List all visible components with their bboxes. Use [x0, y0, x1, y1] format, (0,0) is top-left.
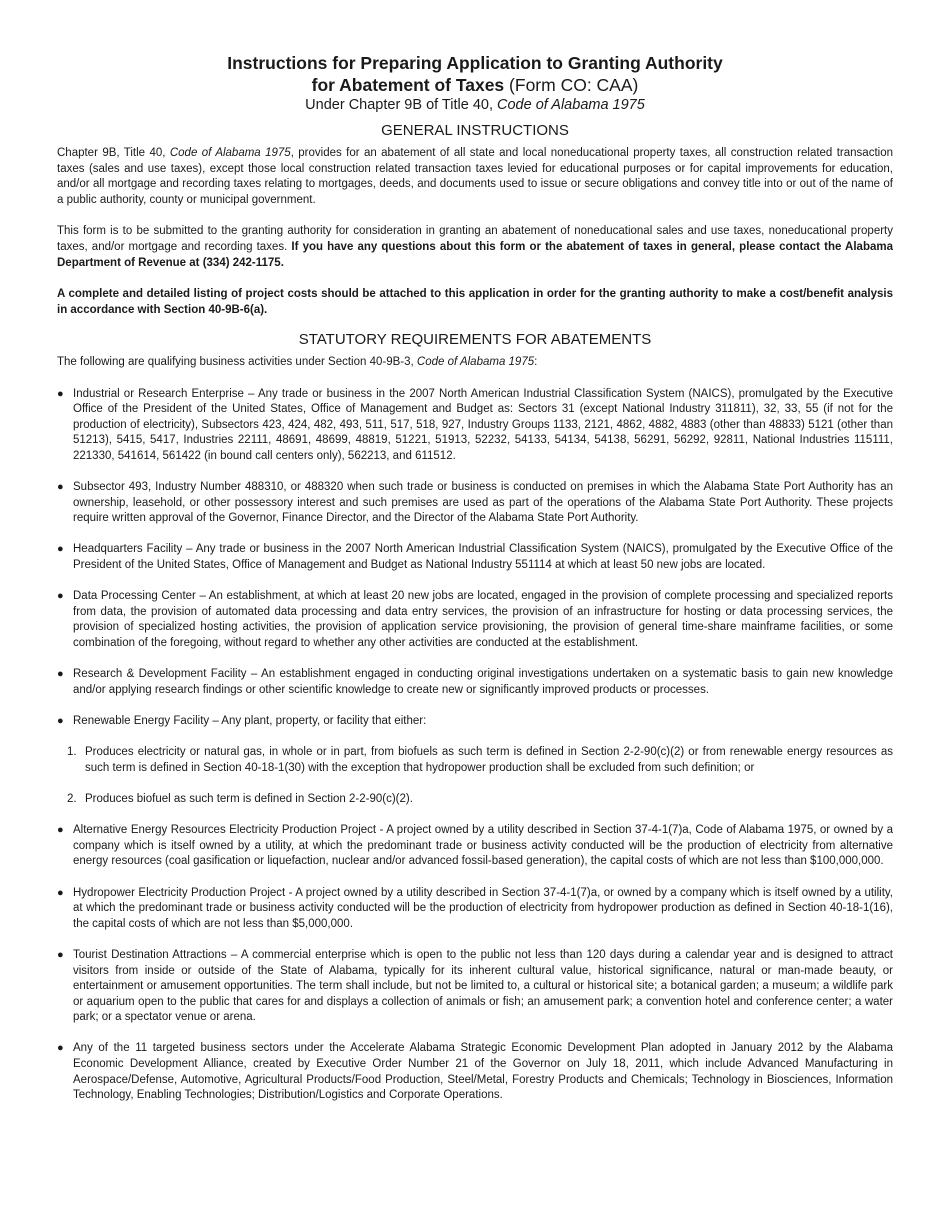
bullet-icon: ●	[57, 668, 64, 681]
p1-post: , provides for an abatement of all state and local noneducational property taxes, all construction related transaction taxes (sales and use taxes), except those local construction related transaction taxes levied for educational purposes or for capital improvements for education, and/or all mortgage and recording taxes relating to mortgages, deeds, and documents used to issue or secure obligations and convey title into or out of the name of a public authority, county or municipal government.	[57, 147, 893, 206]
list-item	[57, 823, 893, 870]
bullet-icon: ●	[57, 715, 64, 727]
bullet-icon: ●	[57, 824, 64, 837]
qualifying-activities-list	[57, 387, 893, 730]
list-item	[57, 589, 893, 651]
title-line-2	[57, 74, 893, 96]
list-item-text: Headquarters Facility – Any trade or business in the 2007 North American Industrial Classification System (NAICS), promulgated by the Executive Office of the President of the United States, Office of Management and Budget as National Industry 551114 at which at least 50 new jobs are located.	[73, 543, 893, 572]
list-item-text: Subsector 493, Industry Number 488310, or 488320 when such trade or business is conducted on premises in which the Alabama State Port Authority has an ownership, leasehold, or other possessory interest and such premises are used as part of the operations of the Alabama State Port Authority. These projects require written approval of the Governor, Finance Director, and the Director of the Alabama State Port Authority.	[73, 481, 893, 525]
bullet-icon: ●	[57, 387, 64, 400]
p1-pre: Chapter 9B, Title 40,	[57, 147, 166, 159]
list-item	[57, 1041, 893, 1103]
bullet-icon: ●	[57, 590, 64, 603]
list-item-text: Data Processing Center – An establishment, at which at least 20 new jobs are located, engaged in the provision of complete processing and specialized reports from data, the provision of automated data processing and data entry services, the provision of an infrastructure for hosting or data processing services, the provision of specialized hosting activities, the provision of application service provisioning, the provision of general time-share mainframe facilities, or some combination of the foregoing, without regard to whether any other activities are conducted at the establishment.	[73, 590, 893, 650]
title-line-2-bold: for Abatement of Taxes	[311, 75, 505, 95]
subtitle-code-reference: Code of Alabama 1975	[497, 97, 645, 113]
qualifying-activities-list-continued	[57, 823, 893, 1104]
form-code: (Form CO: CAA)	[509, 75, 639, 95]
bullet-icon: ●	[57, 948, 64, 961]
list-item-text: Alternative Energy Resources Electricity Production Project - A project owned by a utility described in Section 37-4-1(7)a, Code of Alabama 1975, or owned by a company which is itself owned by a utility, at which the predominant trade or business activity conducted will be the production of electricity from alternative energy resources (coal gasification or liquefaction, nuclear and/or advanced fossil-based generation), the capital costs of which are not less than $100,000,000.	[73, 824, 893, 868]
list-item	[57, 886, 893, 933]
bullet-icon: ●	[57, 481, 64, 494]
list-item	[57, 542, 893, 573]
p2-plain: This form is to be submitted to the granting authority for consideration in granting an abatement of noneducational sales and use taxes, noneducational property taxes, and/or mortgage and recording taxes.	[57, 225, 893, 253]
bullet-icon: ●	[57, 886, 64, 899]
list-item	[57, 667, 893, 698]
numbered-item-text: Produces electricity or natural gas, in whole or in part, from biofuels as such term is defined in Section 2-2-90(c)(2) or from renewable energy resources as such term is defined in Section 40-18-1(30) with the exception that hydropower production shall be excluded from such definition; or	[85, 746, 893, 774]
list-item	[57, 714, 893, 730]
list-item	[57, 387, 893, 465]
statutory-heading: STATUTORY REQUIREMENTS FOR ABATEMENTS	[298, 331, 652, 349]
numbered-item	[57, 745, 893, 776]
statutory-intro	[57, 355, 893, 371]
general-paragraph-2	[57, 224, 893, 271]
title-line-1: Instructions for Preparing Application to Granting Authority	[227, 53, 723, 73]
list-item-text: Hydropower Electricity Production Project - A project owned by a utility described in Section 37-4-1(7)a, or owned by a company which is itself owned by a utility, at which the predominant trade or business activity conducted will be the production of electricity from hydropower production as defined in Section 40-18-1(16), the capital costs of which are not less than $5,000,000.	[73, 886, 893, 930]
subtitle-prefix: Under Chapter 9B of Title 40,	[305, 97, 493, 113]
intro-pre: The following are qualifying business activities under Section 40-9B-3,	[57, 356, 414, 369]
bullet-icon: ●	[57, 543, 64, 556]
general-paragraph-3	[57, 287, 893, 318]
list-item	[57, 480, 893, 527]
bullet-icon: ●	[57, 1042, 64, 1055]
item-number: 1.	[67, 746, 77, 759]
numbered-item	[57, 792, 893, 808]
general-instructions-heading: GENERAL INSTRUCTIONS	[381, 122, 569, 139]
list-item-text: Renewable Energy Facility – Any plant, property, or facility that either:	[73, 715, 427, 727]
list-item-text: Any of the 11 targeted business sectors under the Accelerate Alabama Strategic Economic Development Plan adopted in January 2012 by the Alabama Economic Development Alliance, created by Executive Order Number 21 of the Governor on July 18, 2011, which include Advanced Manufacturing in Aerospace/Defense, Automotive, Agricultural Products/Food Production, Steel/Metal, Forestry Products and Chemicals; Technology in Biosciences, Information Technology, Enabling Technologies; Distribution/Logistics and Corporate Operations.	[73, 1042, 893, 1102]
list-item-text: Research & Development Facility – An establishment engaged in conducting original investigations undertaken on a systematic basis to gain new knowledge and/or applying research findings or other scientific knowledge to create new or significantly improved products or processes.	[73, 668, 893, 696]
p3-cost-note: A complete and detailed listing of project costs should be attached to this application in order for the granting authority to make a cost/benefit analysis in accordance with Section 40-9B-6(a).	[57, 288, 893, 316]
numbered-item-text: Produces biofuel as such term is defined in Section 2-2-90(c)(2).	[85, 792, 413, 805]
general-paragraph-1	[57, 146, 893, 208]
intro-code-reference: Code of Alabama 1975	[416, 356, 535, 369]
list-item	[57, 948, 893, 1026]
item-number: 2.	[67, 792, 77, 805]
intro-post: :	[534, 356, 538, 369]
document-title	[57, 52, 893, 96]
document-subtitle	[57, 96, 893, 115]
list-item-text: Tourist Destination Attractions – A commercial enterprise which is open to the public not less than 120 days during a calendar year and is designed to attract visitors from inside or outside of the State of Alabama, typically for its inherent cultural value, historical significance, natural or man-made beauty, or entertainment or amusement opportunities. The term shall include, but not be limited to, a cultural or historical site; a botanical garden; a museum; a wildlife park or aquarium open to the public that cares for and displays a collection of animals or fish; an amusement park; a convention hotel and conference center; a water park; or a spectator venue or arena.	[73, 948, 893, 1024]
p1-code-reference: Code of Alabama 1975	[169, 147, 291, 159]
list-item-text: Industrial or Research Enterprise – Any trade or business in the 2007 North American Industrial Classification System (NAICS), promulgated by the Executive Office of the President of the United States, Office of Management and Budget as: Sectors 31 (except National Industry 311811), 32, 33, 55 (if not for the production of electricity), Subsectors 423, 424, 482, 493, 511, 517, 518, 927, Industry Groups 1133, 2121, 4862, 4882, 4883 (other than 48833) 5121 (other than 51213), 5415, 5417, Industries 22111, 48691, 48699, 48819, 51221, 51913, 52232, 54133, 54134, 54138, 56291, 56292, 92811, National Industries 115111, 221330, 541614, 561422 (in bound call centers only), 562213, and 611512.	[73, 387, 893, 462]
p2-contact-note: If you have any questions about this form or the abatement of taxes in general, please contact the Alabama Department of Revenue at (334) 242-1175.	[57, 240, 893, 269]
